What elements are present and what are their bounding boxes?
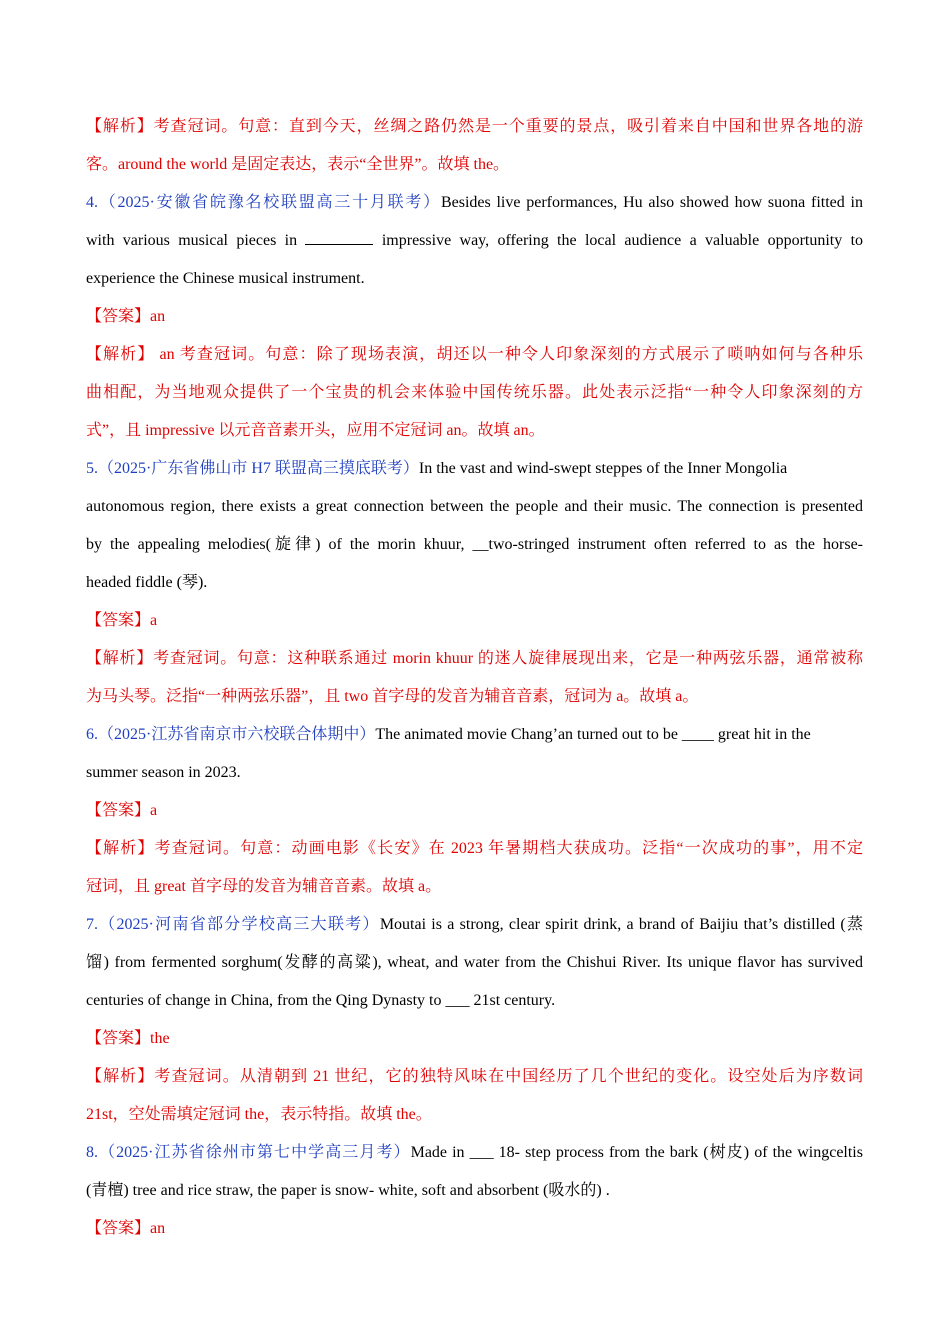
question-8 (86, 1134, 863, 1172)
question-4 (86, 184, 863, 222)
question-number: 7. (86, 916, 98, 933)
analysis-line: 冠词，且 great 首字母的发音为辅音音素。故填 a。 (86, 878, 442, 895)
question-source: （2025·江苏省徐州市第七中学高三月考） (98, 1144, 411, 1161)
question-text-line: headed fiddle (琴). (86, 574, 208, 591)
question-text-line: by the appealing melodies(旋律) of the morin khuur, __two-stringed instrument often referred to as the horse- (86, 536, 863, 553)
analysis-line: 【解析】考查冠词。句意：直到今天，丝绸之路仍然是一个重要的景点，吸引着来自中国和世界各地的游 (86, 118, 863, 135)
question-text: The animated movie Chang’an turned out to be ____ great hit in the (375, 726, 811, 743)
analysis-line: 曲相配，为当地观众提供了一个宝贵的机会来体验中国传统乐器。此处表示泛指“一种令人印象深刻的方 (86, 384, 863, 401)
question-source: （2025·河南省部分学校高三大联考） (98, 916, 380, 933)
analysis-line: 为马头琴。泛指“一种两弦乐器”，且 two 首字母的发音为辅音音素，冠词为 a。故填 a。 (86, 688, 699, 705)
question-text-line: autonomous region, there exists a great connection between the people and their music. The connection is presented (86, 498, 863, 515)
question-text: with various musical pieces in (86, 232, 298, 249)
answer-line: 【答案】an (86, 1220, 166, 1237)
question-source: （2025·安徽省皖豫名校联盟高三十月联考） (98, 194, 441, 211)
question-text: Moutai is a strong, clear spirit drink, a brand of Baijiu that’s distilled (蒸 (379, 916, 863, 933)
question-text-line: summer season in 2023. (86, 764, 241, 781)
question-number: 4. (86, 194, 98, 211)
question-text-line (86, 222, 863, 260)
question-text: Made in ___ 18- step process from the bark (树皮) of the wingceltis (410, 1144, 863, 1161)
analysis-line: 【解析】 an 考查冠词。句意：除了现场表演，胡还以一种令人印象深刻的方式展示了唢呐如何与各种乐 (86, 346, 863, 363)
question-text-line: centuries of change in China, from the Qing Dynasty to ___ 21st century. (86, 992, 556, 1009)
analysis-line: 21st，空处需填定冠词 the，表示特指。故填 the。 (86, 1106, 432, 1123)
question-text-line: (青檀) tree and rice straw, the paper is snow- white, soft and absorbent (吸水的) . (86, 1182, 610, 1199)
question-5 (86, 450, 863, 488)
analysis-line: 客。around the world 是固定表达，表示“全世界”。故填 the。 (86, 156, 510, 173)
analysis-line: 【解析】考查冠词。句意：这种联系通过 morin khuur 的迷人旋律展现出来，它是一种两弦乐器，通常被称 (86, 650, 863, 667)
question-text-line: 馏) from fermented sorghum(发酵的高粱), wheat, and water from the Chishui River. Its unique flavor has survived (86, 954, 863, 971)
question-number: 5. (86, 460, 98, 477)
question-text-line: experience the Chinese musical instrument. (86, 270, 365, 287)
answer-line: 【答案】the (86, 1030, 170, 1047)
answer-line: 【答案】a (86, 612, 158, 629)
question-number: 6. (86, 726, 98, 743)
question-text: Besides live performances, Hu also showed how suona fitted in (440, 194, 863, 211)
answer-blank (305, 230, 373, 245)
answer-line: 【答案】an (86, 308, 166, 325)
analysis-line: 式”，且 impressive 以元音音素开头，应用不定冠词 an。故填 an。 (86, 422, 545, 439)
question-7 (86, 906, 863, 944)
question-source: （2025·广东省佛山市 H7 联盟高三摸底联考） (98, 460, 419, 477)
question-text: In the vast and wind-swept steppes of the Inner Mongolia (418, 460, 788, 477)
document-page (86, 108, 863, 1248)
analysis-line: 【解析】考查冠词。句意：动画电影《长安》在 2023 年暑期档大获成功。泛指“一次成功的事”，用不定 (86, 840, 863, 857)
question-number: 8. (86, 1144, 98, 1161)
question-6 (86, 716, 863, 754)
question-source: （2025·江苏省南京市六校联合体期中） (98, 726, 376, 743)
analysis-line: 【解析】考查冠词。从清朝到 21 世纪，它的独特风味在中国经历了几个世纪的变化。设空处后为序数词 (86, 1068, 863, 1085)
answer-line: 【答案】a (86, 802, 158, 819)
question-text: impressive way, offering the local audience a valuable opportunity to (381, 232, 864, 249)
